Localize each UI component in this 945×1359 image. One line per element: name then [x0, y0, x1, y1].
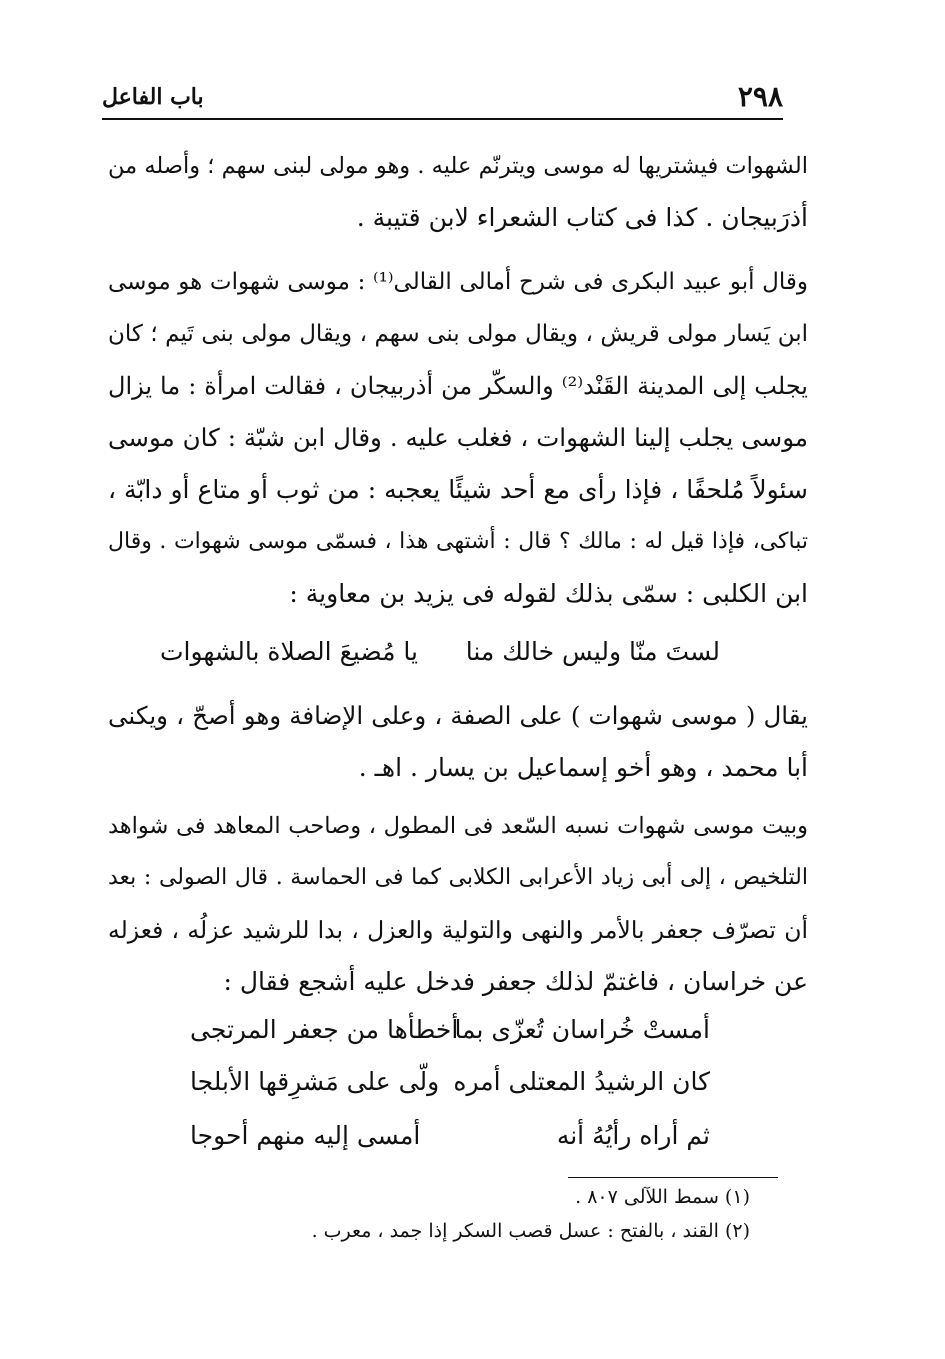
text-line: أذرَبيجان . كذا فى كتاب الشعراء لابن قتيبة .	[356, 203, 808, 232]
paragraph-2	[108, 256, 808, 620]
verse-second-hemistich: أخطأها من جعفر المرتجى	[190, 1015, 459, 1044]
text-line: وبيت موسى شهوات نسبه السّعد فى المطول ، وصاحب المعاهد فى شواهد	[108, 813, 808, 839]
text-line: يقال ( موسى شهوات ) على الصفة ، وعلى الإضافة وهو أصحّ ، ويكنى	[108, 701, 808, 730]
text-line: أن تصرّف جعفر بالأمر والنهى والتولية والعزل ، بدا للرشيد عزلُه ، فعزله	[108, 916, 808, 944]
verse-line	[190, 1056, 710, 1108]
verse-first-hemistich: كان الرشيدُ المعتلى أمره	[453, 1067, 710, 1096]
verse-second-hemistich: يا مُضيعَ الصلاة بالشهوات	[160, 637, 419, 666]
paragraph-4	[108, 800, 808, 1008]
verse-first-hemistich: أمستْ خُراسان تُعزّى بما	[454, 1015, 710, 1044]
paragraph-3	[108, 690, 808, 794]
text-line: عن خراسان ، فاغتمّ لذلك جعفر فدخل عليه أشجع فقال :	[223, 967, 808, 996]
text-line: ابن الكلبى : سمّى بذلك لقوله فى يزيد بن معاوية :	[289, 579, 808, 608]
verse-second-hemistich: ولّى على مَشرِقها الأبلجا	[190, 1067, 440, 1096]
verse-line	[190, 1110, 710, 1162]
verse-line	[160, 626, 720, 678]
paragraph-1	[108, 140, 808, 244]
text-line: وقال أبو عبيد البكرى فى شرح أمالى القالى⁽¹⁾ : موسى شهوات هو موسى	[108, 269, 808, 295]
text-line: تباكى، فإذا قيل له : مالك ؟ قال : أشتهى هذا ، فسمّى موسى شهوات . وقال	[108, 529, 808, 554]
verse-first-hemistich: ثم أراه رأيُهُ أنه	[556, 1121, 710, 1150]
text-line: ابن يَسار مولى قريش ، ويقال مولى بنى سهم ، ويقال مولى بنى تَيم ؛ كان	[108, 321, 808, 347]
verse-line	[190, 1004, 710, 1056]
page-number: ٢٩٨	[737, 80, 783, 113]
text-line: التلخيص ، إلى أبى زياد الأعرابى الكلابى كما فى الحماسة . قال الصولى : بعد	[108, 865, 808, 890]
verse-first-hemistich: لستَ منّا وليس خالك منا	[465, 637, 720, 666]
footnote-1: (١) سمط اللآلى ٨٠٧ .	[575, 1186, 750, 1208]
running-head	[102, 78, 783, 120]
text-line: أبا محمد ، وهو أخو إسماعيل بن يسار . اهـ .	[358, 753, 808, 782]
text-line: يجلب إلى المدينة القَنْد⁽²⁾ والسكّر من أذربيجان ، فقالت امرأة : ما يزال	[108, 372, 808, 400]
text-line: سئولاً مُلحفًا ، فإذا رأى مع أحد شيئًا يعجبه : من ثوب أو متاع أو دابّة ،	[108, 475, 808, 504]
verse-second-hemistich: أمسى إليه منهم أحوجا	[190, 1121, 421, 1150]
text-line: موسى يجلب إلينا الشهوات ، فغلب عليه . وقال ابن شبّة : كان موسى	[108, 423, 808, 452]
text-line: الشهوات فيشتريها له موسى ويترنّم عليه . وهو مولى لبنى سهم ؛ وأصله من	[108, 153, 808, 179]
footnote-2: (٢) القند ، بالفتح : عسل قصب السكر إذا جمد ، معرب .	[311, 1220, 750, 1242]
chapter-title: باب الفاعل	[102, 84, 204, 110]
footnote-separator	[568, 1177, 778, 1178]
